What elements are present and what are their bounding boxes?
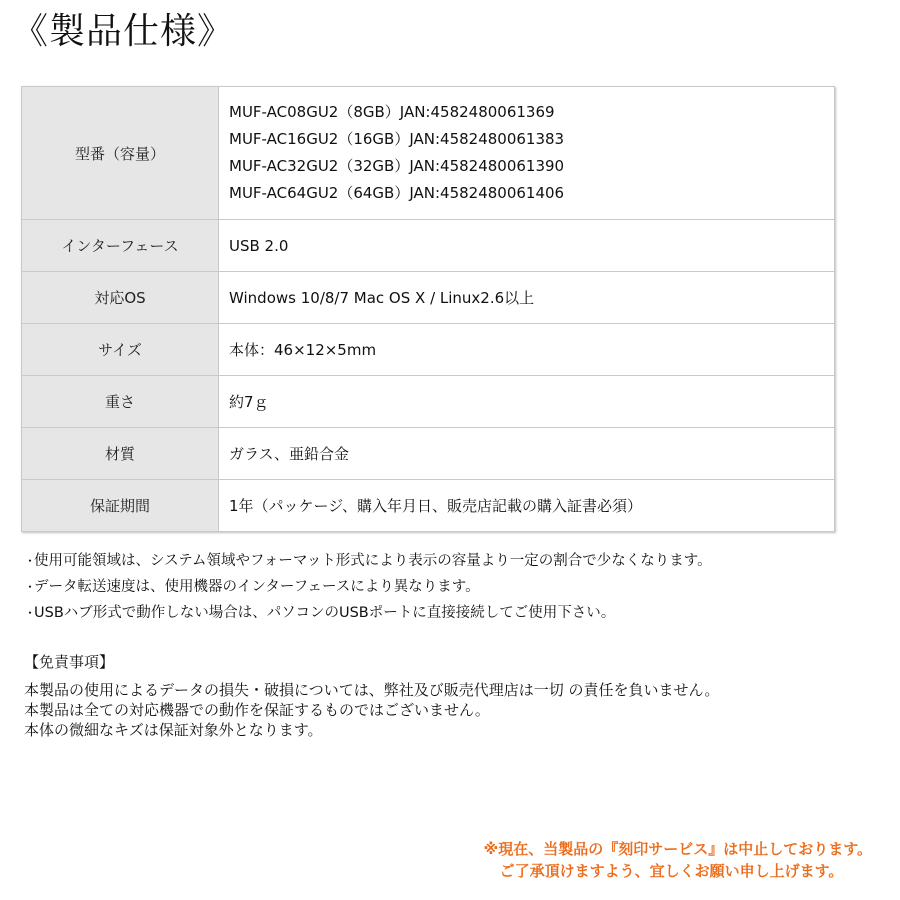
spec-value: ガラス、亜鉛合金: [219, 428, 835, 480]
model-line: MUF-AC08GU2（8GB）JAN:4582480061369: [229, 103, 555, 121]
spec-value: 本体：46×12×5mm: [219, 324, 835, 376]
page-title: 《製品仕様》: [12, 11, 235, 52]
model-line: MUF-AC32GU2（32GB）JAN:4582480061390: [229, 157, 565, 175]
spec-row-weight: [22, 376, 835, 428]
spec-label: インターフェース: [22, 220, 219, 272]
spec-label: 型番（容量）: [22, 87, 219, 220]
note-item: [24, 574, 712, 600]
spec-value: USB 2.0: [219, 220, 835, 272]
bullet-icon: ・: [24, 606, 37, 620]
notes-list: [24, 548, 712, 626]
note-item: [24, 600, 712, 626]
spec-row-model: [22, 87, 835, 220]
spec-label: 重さ: [22, 376, 219, 428]
spec-value: Windows 10/8/7 Mac OS X / Linux2.6以上: [219, 272, 835, 324]
spec-label: 材質: [22, 428, 219, 480]
spec-value: 1年（パッケージ、購入年月日、販売店記載の購入証書必須）: [219, 480, 835, 532]
spec-label: 保証期間: [22, 480, 219, 532]
disclaimer-section: [24, 650, 719, 740]
note-text: 使用可能領域は、システム領域やフォーマット形式により表示の容量より一定の割合で少なくなります。: [34, 553, 712, 569]
notice-line: ご了承頂けますよう、宜しくお願い申し上げます。: [499, 862, 844, 880]
spec-row-warranty: [22, 480, 835, 532]
spec-label: 対応OS: [22, 272, 219, 324]
bullet-icon: ・: [24, 554, 37, 568]
notice-line: ※現在、当製品の『刻印サービス』は中止しております。: [483, 840, 872, 858]
service-notice: [484, 838, 872, 882]
spec-row-os: [22, 272, 835, 324]
spec-value-models: [219, 87, 835, 220]
disclaimer-line: 本体の微細なキズは保証対象外となります。: [24, 721, 323, 739]
spec-row-material: [22, 428, 835, 480]
spec-row-interface: [22, 220, 835, 272]
model-line: MUF-AC16GU2（16GB）JAN:4582480061383: [229, 130, 565, 148]
bullet-icon: ・: [24, 580, 37, 594]
spec-value: 約7ｇ: [219, 376, 835, 428]
disclaimer-line: 本製品の使用によるデータの損失・破損については、弊社及び販売代理店は一切 の責任を負いません。: [24, 681, 720, 699]
spec-label: サイズ: [22, 324, 219, 376]
spec-table: [21, 86, 835, 532]
note-item: [24, 548, 712, 574]
spec-row-size: [22, 324, 835, 376]
note-text: データ転送速度は、使用機器のインターフェースにより異なります。: [34, 579, 480, 595]
disclaimer-heading: 【免責事項】: [24, 653, 115, 671]
disclaimer-line: 本製品は全ての対応機器での動作を保証するものではございません。: [24, 701, 490, 719]
note-text: USBハブ形式で動作しない場合は、パソコンのUSBポートに直接接続してご使用下さい。: [34, 605, 616, 621]
model-line: MUF-AC64GU2（64GB）JAN:4582480061406: [229, 184, 565, 202]
